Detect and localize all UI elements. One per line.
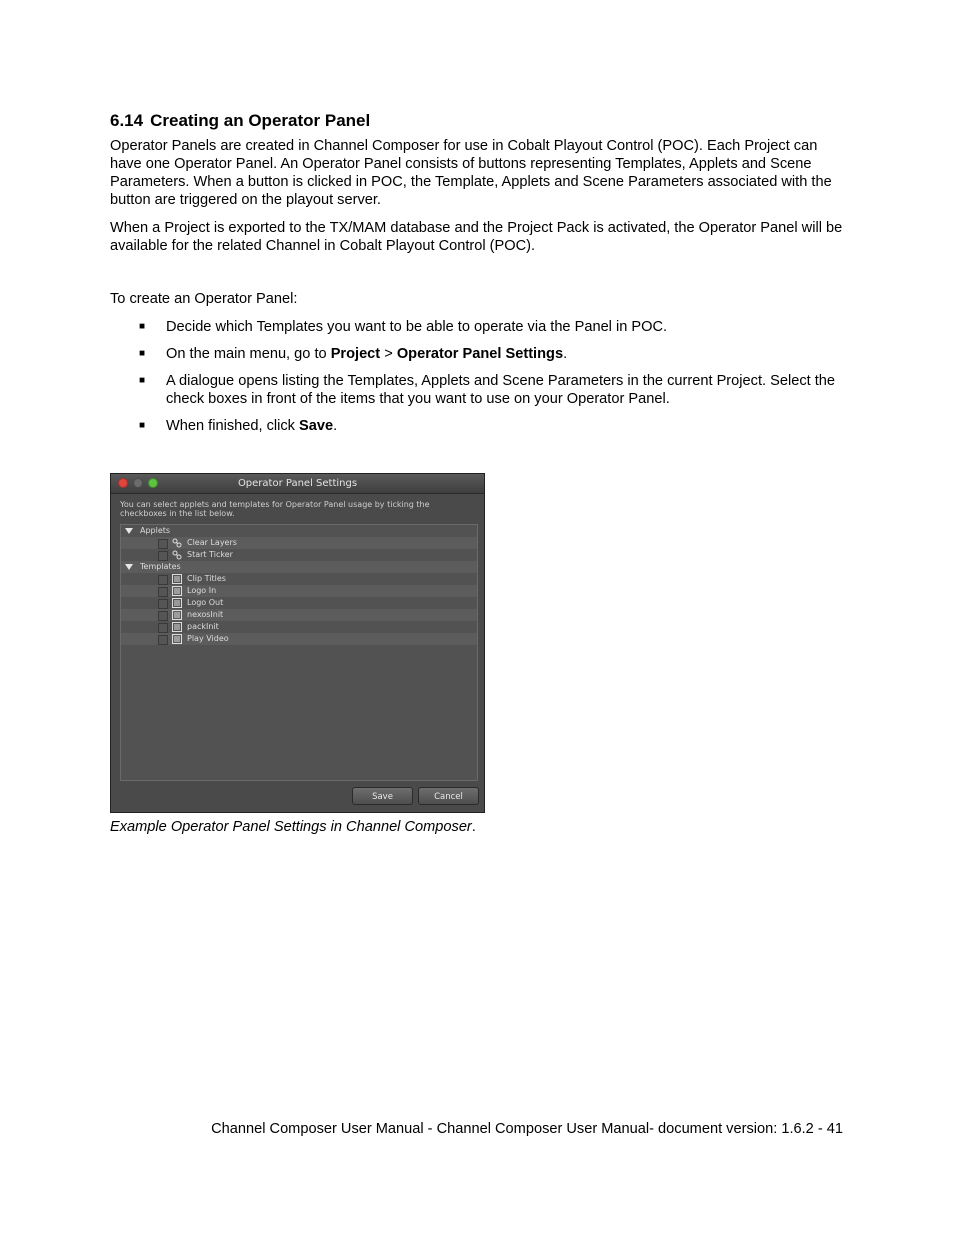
tree-item[interactable] (121, 609, 477, 621)
bullet-icon: ■ (139, 348, 146, 359)
caption-text: Example Operator Panel Settings in Channel Composer (110, 819, 472, 835)
item-checkbox[interactable] (158, 611, 168, 621)
item-label: packInit (187, 622, 219, 631)
item-checkbox[interactable] (158, 539, 168, 549)
dialog-description: You can select applets and templates for Operator Panel usage by ticking the checkboxes in the list below. (120, 500, 430, 518)
step-3 (110, 372, 845, 408)
template-icon (172, 634, 182, 644)
steps-intro: To create an Operator Panel: (110, 291, 298, 307)
minimize-window-icon[interactable] (133, 478, 143, 488)
maximize-window-icon[interactable] (148, 478, 158, 488)
menu-operator-panel-settings: Operator Panel Settings (396, 346, 564, 362)
step-text: Decide which Templates you want to be able to operate via the Panel in POC. (166, 319, 668, 335)
tree-item[interactable] (121, 573, 477, 585)
tree-group-templates[interactable] (121, 561, 477, 573)
step-text: On the main menu, go to (166, 346, 331, 362)
tree-item[interactable] (121, 537, 477, 549)
item-label: Logo Out (187, 598, 224, 607)
step-text: . (563, 346, 568, 362)
item-checkbox[interactable] (158, 599, 168, 609)
item-label: Start Ticker (187, 550, 233, 559)
item-label: Logo In (187, 586, 217, 595)
group-label: Templates (140, 562, 181, 571)
step-text: > (380, 346, 397, 362)
item-checkbox[interactable] (158, 635, 168, 645)
save-button[interactable]: Save (352, 787, 413, 805)
close-window-icon[interactable] (118, 478, 128, 488)
template-icon (172, 610, 182, 620)
bullet-icon: ■ (139, 321, 146, 332)
template-icon (172, 622, 182, 632)
section-heading (110, 111, 370, 131)
item-label: Clip Titles (187, 574, 226, 583)
caption-period: . (471, 819, 476, 835)
item-checkbox[interactable] (158, 575, 168, 585)
tree-item[interactable] (121, 585, 477, 597)
tree-item[interactable] (121, 549, 477, 561)
dialog-title: Operator Panel Settings (237, 478, 358, 489)
steps-list (110, 318, 845, 444)
tree-item[interactable] (121, 633, 477, 645)
group-label: Applets (140, 526, 171, 535)
bullet-icon: ■ (139, 420, 146, 431)
applet-icon (172, 550, 182, 560)
template-icon (172, 586, 182, 596)
tree-group-applets[interactable] (121, 525, 477, 537)
item-label: Play Video (187, 634, 229, 643)
dialog-titlebar (111, 474, 484, 494)
tree-item[interactable] (121, 621, 477, 633)
step-text: . (333, 418, 338, 434)
item-checkbox[interactable] (158, 623, 168, 633)
item-checkbox[interactable] (158, 587, 168, 597)
figure-caption (110, 819, 476, 835)
items-tree (120, 524, 478, 781)
section-title: Creating an Operator Panel (150, 111, 371, 130)
save-keyword: Save (299, 418, 334, 434)
template-icon (172, 574, 182, 584)
step-text: A dialogue opens listing the Templates, Applets and Scene Parameters in the current Project. Select the check boxes in front of the items that you want to use on your Operator Panel. (166, 373, 836, 407)
step-4 (110, 417, 845, 435)
bullet-icon: ■ (139, 375, 146, 386)
step-2 (110, 345, 845, 363)
item-checkbox[interactable] (158, 551, 168, 561)
paragraph-operator-panels: Operator Panels are created in Channel Composer for use in Cobalt Playout Control (POC). Each Project can have one Operator Panel. An Operator Panel consists of buttons representing Templates, Applets and Scene Parameters. When a button is clicked in POC, the Template, Applets and Scene Parameters associated with the button are triggered on the playout server. (110, 138, 832, 208)
tree-item[interactable] (121, 597, 477, 609)
cancel-button[interactable]: Cancel (418, 787, 479, 805)
page-footer: Channel Composer User Manual - Channel Composer User Manual- document version: 1.6.2 - 41 (211, 1121, 843, 1137)
step-text: When finished, click (166, 418, 300, 434)
item-label: nexosInit (187, 610, 224, 619)
template-icon (172, 598, 182, 608)
section-number: 6.14 (110, 111, 144, 130)
menu-project: Project (330, 346, 381, 362)
applet-icon (172, 538, 182, 548)
disclosure-triangle-icon[interactable] (125, 528, 133, 534)
disclosure-triangle-icon[interactable] (125, 564, 133, 570)
operator-panel-settings-dialog (110, 473, 485, 813)
item-label: Clear Layers (187, 538, 237, 547)
paragraph-export: When a Project is exported to the TX/MAM database and the Project Pack is activated, the Operator Panel will be available for the related Channel in Cobalt Playout Control (POC). (110, 220, 843, 254)
step-1 (110, 318, 845, 336)
